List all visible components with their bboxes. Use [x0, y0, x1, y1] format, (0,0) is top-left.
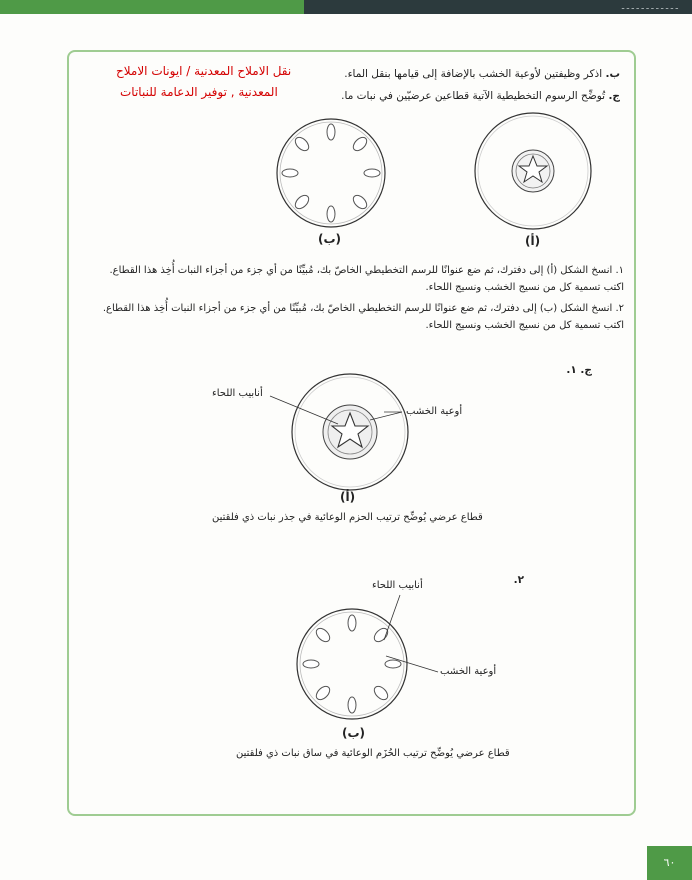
- answer-fig2-caption: قطاع عرضي يُوضِّح ترتيب الحُزَم الوعائية في ساق نبات ذي فلقتين: [236, 748, 510, 759]
- figure-a-label: (أ): [525, 234, 541, 248]
- answer-fig2-letter: (ب): [342, 726, 366, 740]
- instruction-2: ٢. انسخ الشكل (ب) إلى دفترك، ثم ضع عنوانًا للرسم التخطيطي الخاصّ بك، مُبيِّنًا من أي جزء من أجزاء النبات أُخِذ هذا القطاع. اكتب تسمية كل من نسيج الخشب ونسيج اللحاء.: [102, 303, 624, 331]
- question-b-marker: ب.: [605, 68, 620, 80]
- answer-b-line2: المعدنية , توفير الدعامة للنباتات: [120, 85, 278, 99]
- header-title: ـ ـ ـ ـ ـ ـ ـ ـ ـ ـ ـ ـ: [621, 2, 678, 11]
- answer-j-marker: ج. ١.: [566, 364, 592, 376]
- figure-b-label: (ب): [318, 232, 342, 246]
- answer-fig2-xylem-label: أوعية الخشب: [440, 666, 497, 677]
- answer-fig1-xylem-label: أوعية الخشب: [406, 406, 463, 417]
- question-j-text: تُوضِّح الرسوم التخطيطية الآتية قطاعين عرضيّين في نبات ما.: [341, 90, 606, 102]
- answer-fig1-caption: قطاع عرضي يُوضِّح ترتيب الحزم الوعائية في جذر نبات ذي فلقتين: [212, 512, 483, 523]
- question-b-text: اذكر وظيفتين لأوعية الخشب بالإضافة إلى قيامها بنقل الماء.: [344, 68, 603, 80]
- page-number: ٦٠: [647, 846, 692, 880]
- answer-fig2-phloem-label: أنابيب اللحاء: [372, 580, 423, 591]
- answer-fig1-phloem-label: أنابيب اللحاء: [212, 388, 263, 399]
- answer-b-line1: نقل الاملاح المعدنية / ايونات الاملاح: [116, 64, 292, 78]
- instruction-1: ١. انسخ الشكل (أ) إلى دفترك، ثم ضع عنوانًا للرسم التخطيطي الخاصّ بك، مُبيِّنًا من أي جزء من أجزاء النبات أُخِذ هذا القطاع. اكتب تسمية كل من نسيج الخشب ونسيج اللحاء.: [109, 265, 624, 293]
- answer-2-marker: ٢.: [513, 574, 524, 586]
- answer-fig1-letter: (أ): [340, 490, 356, 504]
- question-j-marker: ج.: [608, 90, 620, 102]
